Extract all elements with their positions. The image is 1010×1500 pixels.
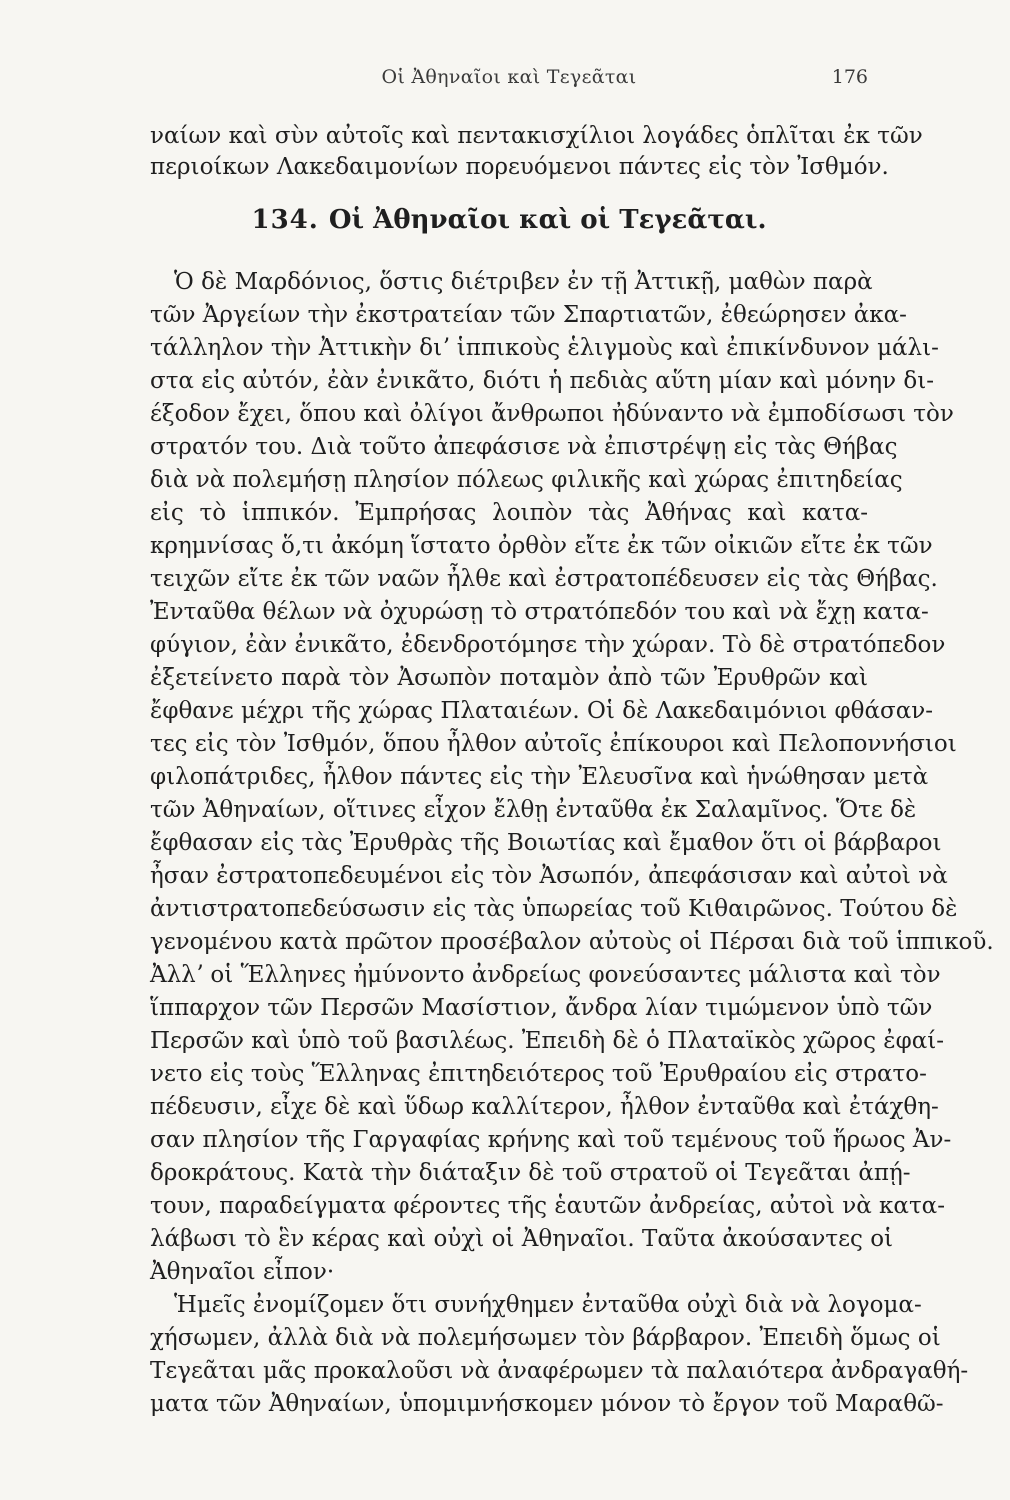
text-line: λάβωσι τὸ ἓν κέρας καὶ οὐχὶ οἱ Ἀθηναῖοι. Ταῦτα ἀκούσαντες οἱ bbox=[150, 1226, 894, 1252]
text-line: χήσωμεν, ἀλλὰ διὰ νὰ πολεμήσωμεν τὸν βάρβαρον. Ἐπειδὴ ὅμως οἱ bbox=[150, 1325, 941, 1351]
text-line: σαν πλησίον τῆς Γαργαφίας κρήνης καὶ τοῦ τεμένους τοῦ ἥρωος Ἀν- bbox=[150, 1127, 952, 1153]
text-line: διὰ νὰ πολεμήσῃ πλησίον πόλεως φιλικῆς καὶ χώρας ἐπιτηδείας bbox=[150, 467, 903, 493]
text-line: Ἐνταῦθα θέλων νὰ ὀχυρώσῃ τὸ στρατόπεδόν του καὶ νὰ ἔχῃ κατα- bbox=[150, 599, 929, 625]
text-line: Ὁ δὲ Μαρδόνιος, ὅστις διέτριβεν ἐν τῇ Ἀττικῇ, μαθὼν παρὰ bbox=[174, 269, 873, 295]
text-line: περιοίκων Λακεδαιμονίων πορευόμενοι πάντες εἰς τὸν Ἰσθμόν. bbox=[150, 154, 889, 180]
text-line: ἵππαρχον τῶν Περσῶν Μασίστιον, ἄνδρα λίαν τιμώμενον ὑπὸ τῶν bbox=[150, 995, 933, 1021]
text-line: ἦσαν ἐστρατοπεδευμένοι εἰς τὸν Ἀσωπόν, ἀπεφάσισαν καὶ αὐτοὶ νὰ bbox=[150, 863, 948, 889]
text-line: Ἀθηναῖοι εἶπον· bbox=[150, 1259, 335, 1285]
text-line: φύγιον, ἐὰν ἐνικᾶτο, ἐδενδροτόμησε τὴν χώραν. Τὸ δὲ στρατόπεδον bbox=[150, 632, 946, 658]
running-title: Οἱ Ἀθηναῖοι καὶ Τεγεᾶται bbox=[381, 66, 637, 88]
chapter-number: 134. bbox=[251, 205, 319, 235]
text-line: ἐξετείνετο παρὰ τὸν Ἀσωπὸν ποταμὸν ἀπὸ τῶν Ἐρυθρῶν καὶ bbox=[150, 665, 868, 691]
text-line: φιλοπάτριδες, ἦλθον πάντες εἰς τὴν Ἐλευσῖνα καὶ ἡνώθησαν μετὰ bbox=[150, 764, 929, 790]
text-line: στα εἰς αὐτόν, ἐὰν ἐνικᾶτο, διότι ἡ πεδιὰς αὕτη μίαν καὶ μόνην δι- bbox=[150, 368, 935, 394]
text-line: ἔφθανε μέχρι τῆς χώρας Πλαταιέων. Οἱ δὲ Λακεδαιμόνιοι φθάσαν- bbox=[150, 698, 933, 724]
text-line: Ἀλλʼ οἱ Ἕλληνες ἠμύνοντο ἀνδρείως φονεύσαντες μάλιστα καὶ τὸν bbox=[150, 962, 941, 988]
text-line: Τεγεᾶται μᾶς προκαλοῦσι νὰ ἀναφέρωμεν τὰ παλαιότερα ἀνδραγαθή- bbox=[150, 1358, 969, 1384]
text-line: έξοδον ἔχει, ὅπου καὶ ὀλίγοι ἄνθρωποι ἠδύναντο νὰ ἐμποδίσωσι τὸν bbox=[150, 401, 954, 427]
text-line: τειχῶν εἴτε ἐκ τῶν ναῶν ἦλθε καὶ ἐστρατοπέδευσεν εἰς τὰς Θήβας. bbox=[150, 566, 938, 592]
text-line: ματα τῶν Ἀθηναίων, ὑπομιμνήσκομεν μόνον τὸ ἔργον τοῦ Μαραθῶ- bbox=[150, 1391, 944, 1417]
text-line: δροκράτους. Κατὰ τὴν διάταξιν δὲ τοῦ στρατοῦ οἱ Τεγεᾶται ἀπῄ- bbox=[150, 1160, 911, 1186]
text-line: τες εἰς τὸν Ἰσθμόν, ὅπου ἦλθον αὐτοῖς ἐπίκουροι καὶ Πελοποννήσιοι bbox=[150, 731, 957, 757]
text-line: γενομένου κατὰ πρῶτον προσέβαλον αὐτοὺς οἱ Πέρσαι διὰ τοῦ ἱππικοῦ. bbox=[150, 929, 994, 955]
chapter-heading bbox=[150, 202, 868, 238]
text-line: Περσῶν καὶ ὑπὸ τοῦ βασιλέως. Ἐπειδὴ δὲ ὁ Πλαταϊκὸς χῶρος ἐφαί- bbox=[150, 1028, 945, 1054]
running-head bbox=[150, 66, 868, 98]
text-line: τῶν Ἀργείων τὴν ἐκστρατείαν τῶν Σπαρτιατῶν, ἐθεώρησεν ἀκα- bbox=[150, 302, 907, 328]
text-line: ναίων καὶ σὺν αὐτοῖς καὶ πεντακισχίλιοι λογάδες ὁπλῖται ἐκ τῶν bbox=[150, 123, 923, 149]
text-line: ἔφθασαν εἰς τὰς Ἐρυθρὰς τῆς Βοιωτίας καὶ ἔμαθον ὅτι οἱ βάρβαροι bbox=[150, 830, 942, 856]
text-line: Ἡμεῖς ἐνομίζομεν ὅτι συνήχθημεν ἐνταῦθα οὐχὶ διὰ νὰ λογομα- bbox=[174, 1292, 922, 1318]
text-line: εἰς τὸ ἱππικόν. Ἐμπρήσας λοιπὸν τὰς Ἀθήνας καὶ κατα- bbox=[150, 500, 868, 526]
text-line: ἀντιστρατοπεδεύσωσιν εἰς τὰς ὑπωρείας τοῦ Κιθαιρῶνος. Τούτου δὲ bbox=[150, 896, 958, 922]
text-line: πέδευσιν, εἶχε δὲ καὶ ὕδωρ καλλίτερον, ἦλθον ἐνταῦθα καὶ ἐτάχθη- bbox=[150, 1094, 939, 1120]
page-number: 176 bbox=[831, 66, 868, 88]
chapter-title: Οἱ Ἀθηναῖοι καὶ οἱ Τεγεᾶται. bbox=[328, 205, 767, 235]
text-line: τάλληλον τὴν Ἀττικὴν διʼ ἱππικοὺς ἑλιγμοὺς καὶ ἐπικίνδυνον μάλι- bbox=[150, 335, 939, 361]
text-line: κρημνίσας ὅ,τι ἀκόμη ἵστατο ὀρθὸν εἴτε ἐκ τῶν οἰκιῶν εἴτε ἐκ τῶν bbox=[150, 533, 933, 559]
text-line: τῶν Ἀθηναίων, οἵτινες εἶχον ἔλθῃ ἐνταῦθα ἐκ Σαλαμῖνος. Ὅτε δὲ bbox=[150, 797, 917, 823]
text-line: στρατόν του. Διὰ τοῦτο ἀπεφάσισε νὰ ἐπιστρέψῃ εἰς τὰς Θήβας bbox=[150, 434, 898, 460]
text-line: νετο εἰς τοὺς Ἕλληνας ἐπιτηδειότερος τοῦ Ἐρυθραίου εἰς στρατο- bbox=[150, 1061, 927, 1087]
text-line: τουν, παραδείγματα φέροντες τῆς ἑαυτῶν ἀνδρείας, αὐτοὶ νὰ κατα- bbox=[150, 1193, 945, 1219]
